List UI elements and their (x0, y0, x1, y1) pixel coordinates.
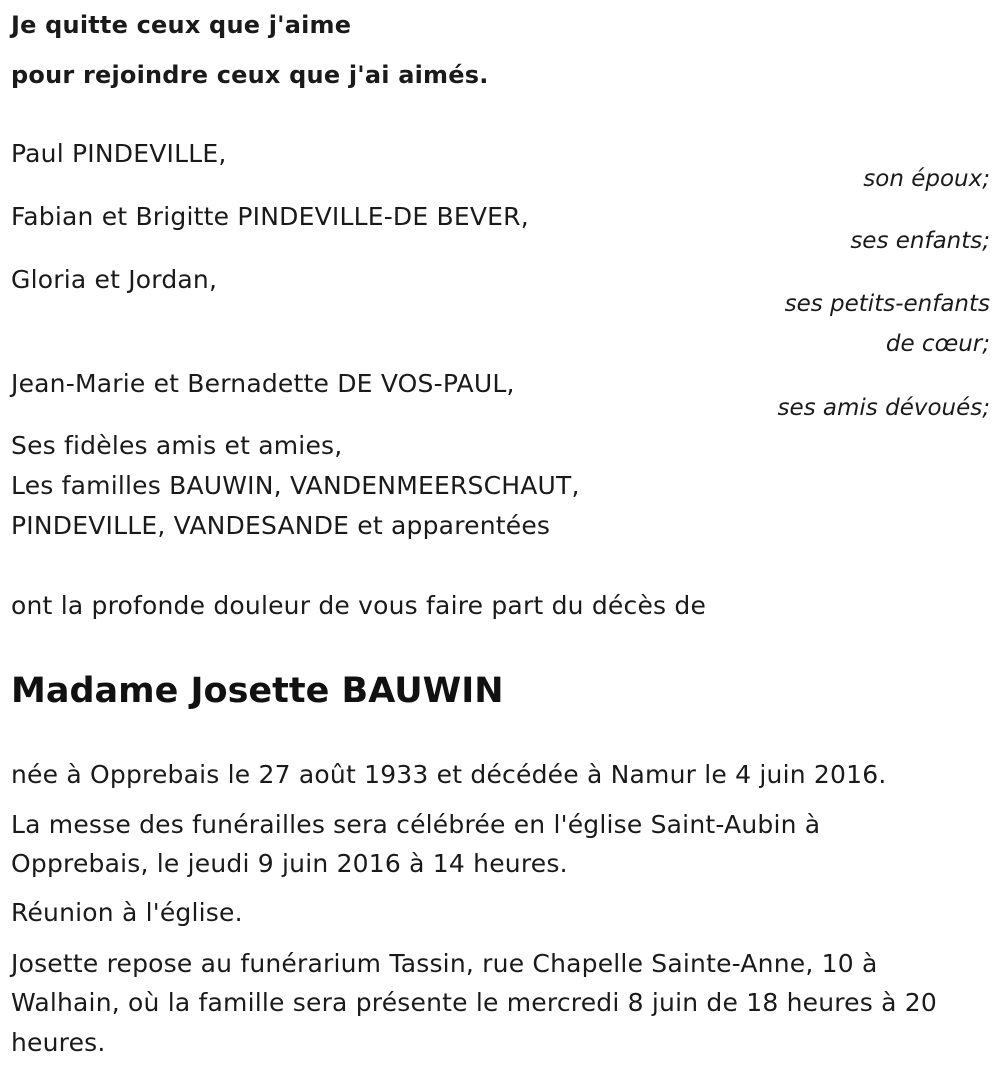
rest-text-line-1: Josette repose au funérarium Tassin, rue Chapelle Sainte-Anne, 10 à (11, 949, 878, 978)
family-name-grandchildren: Gloria et Jordan, (11, 265, 218, 294)
family-name-friends: Jean-Marie et Bernadette DE VOS-PAUL, (11, 369, 515, 398)
mass-text-line-1: La messe des funérailles sera célébrée en l'église Saint-Aubin à (11, 810, 821, 839)
others-line-3: PINDEVILLE, VANDESANDE et apparentées (11, 511, 551, 540)
mass-text-line-2: Opprebais, le jeudi 9 juin 2016 à 14 heures. (11, 849, 568, 878)
reunion-text: Réunion à l'église. (11, 898, 243, 927)
announcement-text: ont la profonde douleur de vous faire part du décès de (11, 591, 707, 620)
deceased-name: Madame Josette BAUWIN (11, 671, 504, 711)
others-line-1: Ses fidèles amis et amies, (11, 431, 343, 460)
family-role-grandchildren-line-1: ses petits-enfants (784, 291, 990, 317)
others-line-2: Les familles BAUWIN, VANDENMEERSCHAUT, (11, 471, 580, 500)
family-role-grandchildren-line-2: de cœur; (885, 331, 990, 357)
birth-death-text: née à Opprebais le 27 août 1933 et décédée à Namur le 4 juin 2016. (11, 760, 887, 789)
rest-text-line-3: heures. (11, 1028, 106, 1057)
rest-text-line-2: Walhain, où la famille sera présente le mercredi 8 juin de 18 heures à 20 (11, 988, 938, 1017)
epigraph-line-2: pour rejoindre ceux que j'ai aimés. (11, 61, 489, 89)
epigraph-line-1: Je quitte ceux que j'aime (11, 11, 352, 39)
family-role-spouse: son époux; (863, 166, 990, 192)
family-role-children: ses enfants; (850, 228, 990, 254)
family-name-spouse: Paul PINDEVILLE, (11, 139, 227, 168)
family-role-friends: ses amis dévoués; (777, 395, 990, 421)
family-name-children: Fabian et Brigitte PINDEVILLE-DE BEVER, (11, 202, 529, 231)
